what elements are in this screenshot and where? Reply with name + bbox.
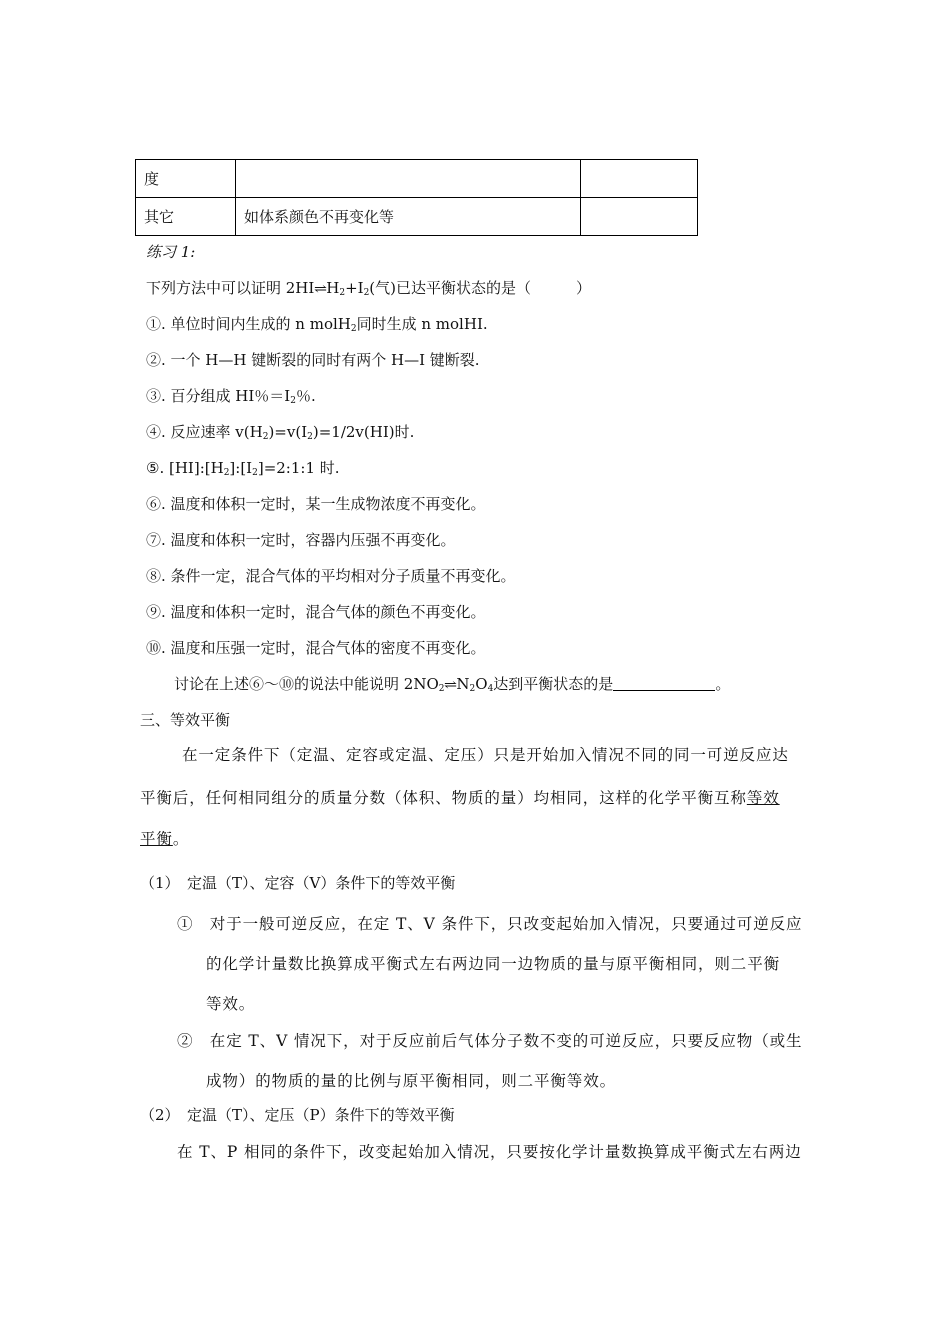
paragraph-line: ② 在定 T、V 情况下，对于反应前后气体分子数不变的可逆反应，只要反应物（或生 bbox=[177, 1032, 803, 1050]
subscript: 2 bbox=[262, 432, 269, 442]
discussion-text: O bbox=[475, 675, 488, 693]
item-text: ①. 单位时间内生成的 n molH bbox=[146, 315, 351, 333]
paragraph-line bbox=[140, 786, 780, 808]
exercise-item-4 bbox=[146, 421, 414, 442]
item-text: 同时生成 n molHI. bbox=[356, 315, 488, 333]
subheading-1: （1） 定温（T）、定容（V）条件下的等效平衡 bbox=[140, 874, 456, 892]
subscript: 2 bbox=[252, 468, 258, 478]
term-underlined: 平衡 bbox=[140, 830, 173, 848]
answer-blank[interactable] bbox=[613, 676, 715, 691]
exercise-item-10: ⑩. 温度和压强一定时，混合气体的密度不再变化。 bbox=[146, 639, 486, 657]
exercise-item-8: ⑧. 条件一定，混合气体的平均相对分子质量不再变化。 bbox=[146, 567, 516, 585]
exercise-item-5 bbox=[146, 457, 340, 478]
paragraph-line bbox=[140, 827, 189, 849]
table-cell: 如体系颜色不再变化等 bbox=[236, 198, 581, 236]
question-text: +I bbox=[345, 279, 364, 297]
subscript: 2 bbox=[339, 288, 346, 298]
paragraph-line: 的化学计量数比换算成平衡式左右两边同一边物质的量与原平衡相同，则二平衡 bbox=[206, 955, 781, 973]
question-text: H bbox=[326, 279, 340, 297]
discussion-question bbox=[174, 673, 730, 694]
subscript: 2 bbox=[469, 684, 476, 694]
paragraph-text: 。 bbox=[172, 830, 190, 848]
table-cell bbox=[581, 160, 698, 198]
subscript: 4 bbox=[487, 684, 494, 694]
table-row bbox=[136, 198, 698, 236]
equilibrium-arrow-icon: ⇌ bbox=[444, 678, 457, 693]
exercise-item-2: ②. 一个 H—H 键断裂的同时有两个 H—I 键断裂. bbox=[146, 351, 480, 369]
equilibrium-arrow-icon: ⇌ bbox=[314, 282, 327, 297]
subscript: 2 bbox=[438, 684, 445, 694]
table-cell bbox=[236, 160, 581, 198]
condition-table bbox=[135, 159, 698, 236]
item-text: ④. 反应速率 v(H bbox=[146, 423, 263, 441]
item-text: ③. 百分组成 HI％＝I bbox=[146, 387, 291, 405]
table-row bbox=[136, 160, 698, 198]
discussion-text: 达到平衡状态的是 bbox=[493, 675, 614, 693]
subscript: 2 bbox=[363, 288, 370, 298]
exercise-item-9: ⑨. 温度和体积一定时，混合气体的颜色不再变化。 bbox=[146, 603, 486, 621]
exercise-question bbox=[146, 277, 591, 298]
discussion-text: 。 bbox=[715, 675, 731, 693]
item-text: )=1/2v(HI)时. bbox=[312, 423, 415, 441]
exercise-item-1 bbox=[146, 313, 488, 334]
subscript: 2 bbox=[290, 396, 296, 406]
table-cell bbox=[581, 198, 698, 236]
item-text: )=v(I bbox=[268, 423, 308, 441]
item-text: ⑤. [HI]:[H bbox=[146, 459, 224, 477]
item-text: ]=2:1:1 时. bbox=[257, 459, 340, 477]
paragraph-line: ① 对于一般可逆反应，在定 T、V 条件下，只改变起始加入情况，只要通过可逆反应 bbox=[177, 915, 803, 933]
section-heading: 三、等效平衡 bbox=[140, 711, 231, 729]
subscript: 2 bbox=[307, 432, 313, 442]
item-text: ]:[I bbox=[229, 459, 253, 477]
paragraph-line: 在一定条件下（定温、定容或定温、定压）只是开始加入情况不同的同一可逆反应达 bbox=[182, 746, 789, 764]
item-text: ％. bbox=[295, 387, 316, 405]
term-underlined: 等效 bbox=[746, 789, 780, 807]
discussion-text: N bbox=[456, 675, 470, 693]
exercise-item-3 bbox=[146, 385, 316, 406]
exercise-title: 练习 1: bbox=[146, 243, 196, 261]
paragraph-text: 平衡后，任何相同组分的质量分数（体积、物质的量）均相同，这样的化学平衡互称 bbox=[140, 789, 747, 807]
paragraph-line: 等效。 bbox=[206, 995, 256, 1013]
paragraph-line: 成物）的物质的量的比例与原平衡相同，则二平衡等效。 bbox=[206, 1072, 617, 1090]
subscript: 2 bbox=[350, 324, 357, 334]
discussion-text: 讨论在上述⑥～⑩的说法中能说明 2NO bbox=[174, 675, 439, 693]
table-cell: 其它 bbox=[136, 198, 236, 236]
exercise-item-6: ⑥. 温度和体积一定时，某一生成物浓度不再变化。 bbox=[146, 495, 486, 513]
table-cell: 度 bbox=[136, 160, 236, 198]
exercise-item-7: ⑦. 温度和体积一定时，容器内压强不再变化。 bbox=[146, 531, 456, 549]
paragraph-line: 在 T、P 相同的条件下，改变起始加入情况，只要按化学计量数换算成平衡式左右两边 bbox=[177, 1143, 802, 1161]
question-text: 下列方法中可以证明 2HI bbox=[146, 279, 315, 297]
question-text: (气)已达平衡状态的是（ ） bbox=[369, 279, 592, 297]
subscript: 2 bbox=[223, 468, 230, 478]
subheading-2: （2） 定温（T）、定压（P）条件下的等效平衡 bbox=[140, 1106, 455, 1124]
